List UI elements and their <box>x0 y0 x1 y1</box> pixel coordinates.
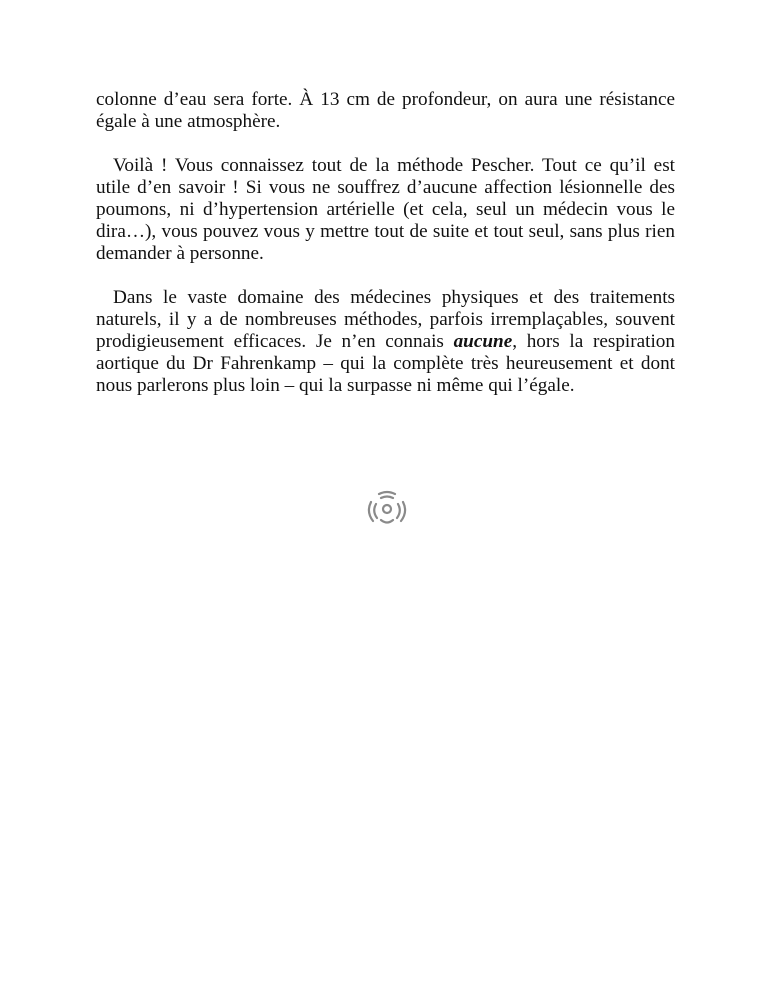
paragraph-3-text-before: Dans le vaste domaine des médecines physiques et des traitements naturels, il y a de nombreuses méthodes, parfois irremplaçables, souvent prodigieusement efficaces. Je n’en connais <box>96 287 675 352</box>
paragraph-3 <box>96 287 675 397</box>
paragraph-1 <box>96 89 675 133</box>
paragraph-3-text-after: , hors la respiration aortique du Dr Fahrenkamp – qui la complète très heureusement et dont nous parlerons plus loin – qui la surpasse ni même qui l’égale. <box>96 331 675 396</box>
section-break-ornament-icon <box>367 490 407 528</box>
paragraph-2 <box>96 155 675 265</box>
paragraph-2-text: Voilà ! Vous connaissez tout de la méthode Pescher. Tout ce qu’il est utile d’en savoir ! Si vous ne souffrez d’aucune affection lésionnelle des poumons, ni d’hypertension artérielle (et cela, seul un médecin vous le dira…), vous pouvez vous y mettre tout de suite et tout seul, sans plus rien demander à personne. <box>96 155 675 264</box>
body-text <box>96 89 675 419</box>
paragraph-1-text: colonne d’eau sera forte. À 13 cm de profondeur, on aura une résistance égale à une atmosphère. <box>96 89 675 132</box>
emphasized-word: aucune <box>453 331 513 352</box>
